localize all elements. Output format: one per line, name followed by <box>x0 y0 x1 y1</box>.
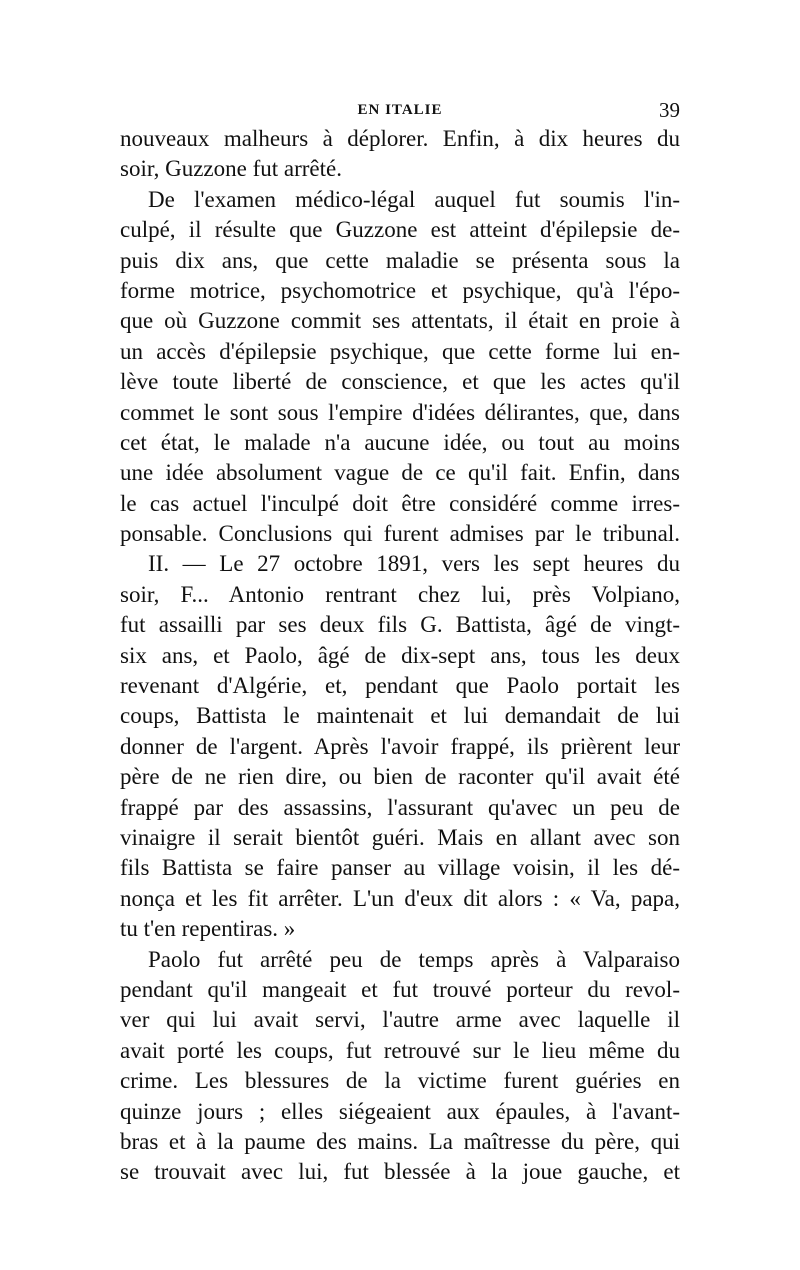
text-line: frappé par des assassins, l'assurant qu'avec un peu de <box>120 794 680 820</box>
text-line: tu t'en repentiras. » <box>120 916 296 942</box>
text-line: vinaigre il serait bientôt guéri. Mais en allant avec son <box>120 824 680 850</box>
text-line: pendant qu'il mangeait et fut trouvé porteur du revol- <box>120 976 680 1002</box>
text-line: lève toute liberté de conscience, et que les actes qu'il <box>120 369 680 395</box>
text-line: revenant d'Algérie, et, pendant que Paolo portait les <box>120 673 680 699</box>
text-line: Paolo fut arrêté peu de temps après à Valparaiso <box>148 946 680 972</box>
text-line: père de ne rien dire, ou bien de raconter qu'il avait été <box>120 764 680 790</box>
page-number: 39 <box>659 98 680 122</box>
text-line: nonça et les fit arrêter. L'un d'eux dit alors : « Va, papa, <box>120 885 680 911</box>
text-line: forme motrice, psychomotrice et psychique, qu'à l'épo- <box>120 277 680 303</box>
running-title: EN ITALIE <box>357 102 443 118</box>
text-line: fut assailli par ses deux fils G. Battista, âgé de vingt- <box>120 612 680 638</box>
text-line: nouveaux malheurs à déplorer. Enfin, à dix heures du <box>120 126 680 151</box>
text-line: le cas actuel l'inculpé doit être considéré comme irres- <box>120 490 680 516</box>
text-line: ver qui lui avait servi, l'autre arme avec laquelle il <box>120 1007 680 1033</box>
text-line: soir, F... Antonio rentrant chez lui, près Volpiano, <box>120 581 680 607</box>
running-head <box>120 98 680 122</box>
text-line: commet le sont sous l'empire d'idées délirantes, que, dans <box>120 399 680 425</box>
text-line: culpé, il résulte que Guzzone est atteint d'épilepsie de- <box>120 217 680 243</box>
text-line: crime. Les blessures de la victime furent guéries en <box>120 1068 680 1094</box>
text-line: six ans, et Paolo, âgé de dix-sept ans, tous les deux <box>120 642 680 668</box>
text-line: un accès d'épilepsie psychique, que cette forme lui en- <box>120 338 680 364</box>
text-line: II. — Le 27 octobre 1891, vers les sept heures du <box>148 551 680 577</box>
text-line: se trouvait avec lui, fut blessée à la joue gauche, et <box>120 1159 680 1185</box>
text-line: fils Battista se faire panser au village voisin, il les dé- <box>120 855 680 881</box>
text-line: avait porté les coups, fut retrouvé sur le lieu même du <box>120 1037 680 1063</box>
body-text <box>120 124 680 1188</box>
text-line: bras et à la paume des mains. La maîtresse du père, qui <box>120 1128 680 1154</box>
text-line: puis dix ans, que cette maladie se présenta sous la <box>120 247 680 273</box>
text-line: donner de l'argent. Après l'avoir frappé, ils prièrent leur <box>120 733 680 759</box>
text-line: coups, Battista le maintenait et lui demandait de lui <box>120 703 680 729</box>
text-line: soir, Guzzone fut arrêté. <box>120 156 342 182</box>
text-line: ponsable. Conclusions qui furent admises par le tribunal. <box>120 521 680 547</box>
text-line: quinze jours ; elles siégeaient aux épaules, à l'avant- <box>120 1098 680 1124</box>
text-line: une idée absolument vague de ce qu'il fait. Enfin, dans <box>120 460 680 486</box>
text-line: De l'examen médico-légal auquel fut soumis l'in- <box>148 186 680 212</box>
text-line: cet état, le malade n'a aucune idée, ou tout au moins <box>120 429 680 455</box>
text-line: que où Guzzone commit ses attentats, il était en proie à <box>120 308 680 334</box>
